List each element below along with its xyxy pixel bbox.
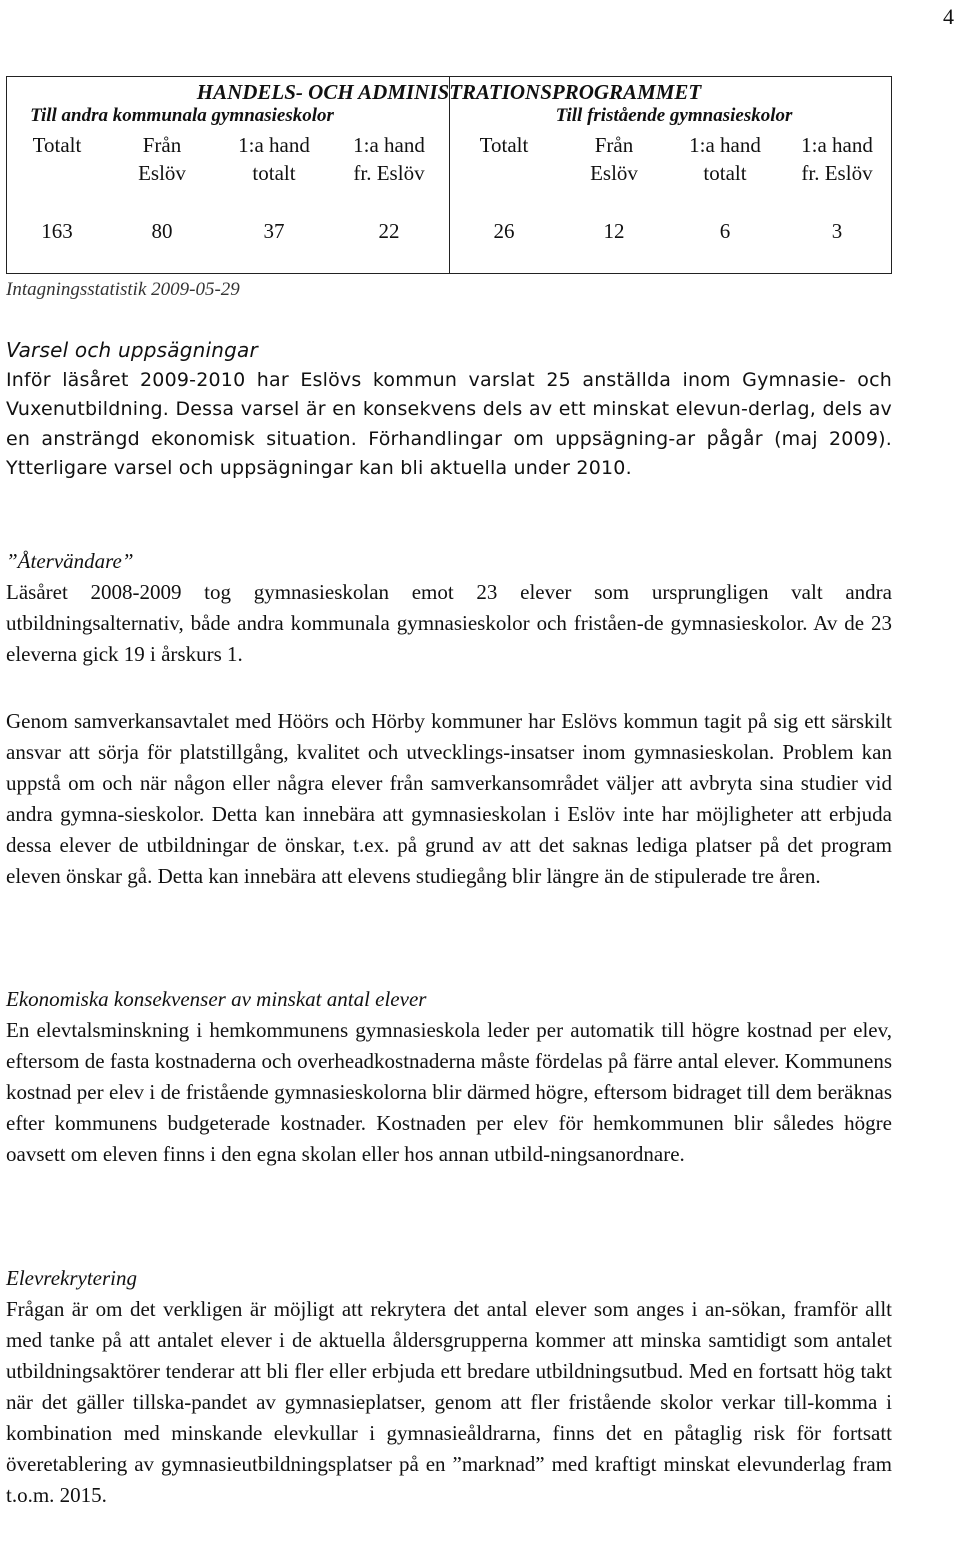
section-paragraph: Inför läsåret 2009-2010 har Eslövs kommun varslat 25 anställda inom Gymnasie- och Vuxenutbildning. Dessa varsel är en konsekvens dels av ett minskat elevun-derlag, dels av en ansträngd ekonomisk situation. Förhandlingar om uppsägning-ar pågår (maj 2009). Ytterligare varsel och uppsägningar kan bli aktuella under 2010. [6, 368, 892, 479]
table-title: HANDELS- OCH ADMINISTRATIONSPROGRAMMET [196, 80, 702, 104]
header-cell: Totalt [32, 133, 82, 157]
value-cell: 26 [493, 219, 515, 243]
table-header-row [7, 131, 891, 185]
value-cell: 3 [831, 219, 843, 243]
section-heading: Varsel och uppsägningar [6, 338, 258, 362]
header-cell: 1:a hand totalt [238, 133, 310, 185]
admission-statistics-table [6, 76, 892, 274]
value-cell: 6 [719, 219, 731, 243]
section-paragraph: En elevtalsminskning i hemkommunens gymnasieskola leder per automatik till högre kostnad per elev, eftersom de fasta kostnaderna och overheadkostnaderna måste fördelas på färre antal elever. Kommunens kostnad per elev i de fristående gymnasieskolorna blir därmed högre, eftersom bidraget till dem beräknas efter kommunens budgeterade kostnader. Kostnaden per elev för hemkommunen blir således högre oavsett om eleven finns i den egna skolan eller hos annan utbild-ningsanordnare. [6, 1018, 892, 1166]
section-layoffs [6, 336, 892, 484]
header-cell: 1:a hand fr. Eslöv [801, 133, 873, 185]
section-heading: Ekonomiska konsekvenser av minskat antal elever [6, 987, 427, 1011]
group-municipal: Till andra kommunala gymnasieskolor [30, 105, 334, 126]
section-cooperation [6, 706, 892, 892]
table-caption: Intagningsstatistik 2009-05-29 [6, 279, 240, 300]
header-cell: Från Eslöv [138, 133, 186, 185]
value-cell: 163 [41, 219, 73, 243]
section-heading: ”Återvändare” [6, 549, 134, 573]
section-paragraph: Läsåret 2008-2009 tog gymnasieskolan emot 23 elever som ursprungligen valt andra utbildningsalternativ, både andra kommunala gymnasieskolor och friståen-de gymnasieskolor. Av de 23 eleverna gick 19 i årskurs 1. [6, 580, 892, 666]
header-cell: Totalt [479, 133, 529, 157]
section-heading: Elevrekrytering [6, 1266, 137, 1290]
header-cell: 1:a hand fr. Eslöv [353, 133, 425, 185]
group-independent: Till fristående gymnasieskolor [555, 105, 793, 126]
section-returners [6, 546, 892, 670]
page-number: 4 [943, 4, 954, 29]
section-recruitment [6, 1263, 892, 1511]
header-cell: Från Eslöv [590, 133, 638, 185]
value-cell: 22 [378, 219, 400, 243]
section-paragraph: Frågan är om det verkligen är möjligt att rekrytera det antal elever som anges i an-sökan, framför allt med tanke på att antalet elever i de aktuella åldersgrupperna kommer att minska samtidigt som antalet utbildningsaktörer tenderar att bli fler eller erbjuda ett bredare utbildningsutbud. Med en fortsatt hög takt när det gäller tillska-pandet av gymnasieplatser, genom att fler fristående skolor verkar till-komma i kombination med minskande elevkullar i gymnasieåldrarna, finns det en påtaglig risk för fortsatt överetablering av gymnasieutbildningsplatser på en ”marknad” med kraftigt minskat elevunderlag fram t.o.m. 2015. [6, 1297, 892, 1507]
header-cell: 1:a hand totalt [689, 133, 761, 185]
value-cell: 12 [603, 219, 625, 243]
section-paragraph: Genom samverkansavtalet med Höörs och Hörby kommuner har Eslövs kommun tagit på sig ett särskilt ansvar att sörja för platstillgång, kvalitet och utvecklings-insatser inom gymnasieskolan. Problem kan uppstå om och när någon eller några elever från samverkansområdet väljer att avbryta sina studier vid andra gymna-sieskolor. Detta kan innebära att gymnasieskolan i Eslöv inte har möjligheter att erbjuda dessa elever de utbildningar de önskar, t.ex. på grund av att det saknas lediga platser på det program eleven önskar gå. Detta kan innebära att elevens studiegång blir längre än de stipulerade tre åren. [6, 709, 892, 888]
section-economic-consequences [6, 984, 892, 1170]
value-cell: 37 [263, 219, 285, 243]
value-cell: 80 [151, 219, 173, 243]
